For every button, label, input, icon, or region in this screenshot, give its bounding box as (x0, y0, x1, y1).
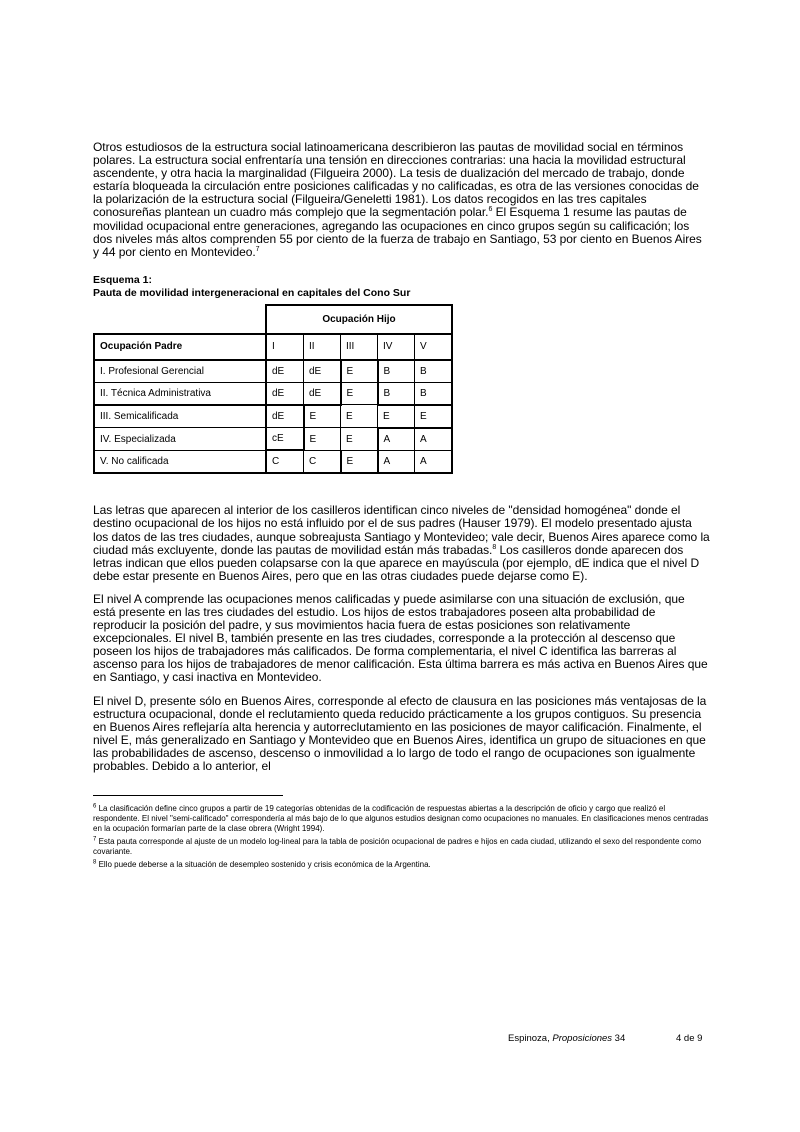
paragraph-polar-structure (93, 141, 710, 259)
row-label: IV. Especializada (94, 428, 266, 451)
table-cell: dE (304, 382, 341, 405)
footnote-ref-6[interactable]: 6 (488, 206, 493, 214)
paragraph-density-levels (93, 504, 710, 583)
mobility-scheme-table (93, 304, 453, 475)
table-cell: B (378, 382, 415, 405)
table-cell: cE (266, 428, 304, 451)
table-row (94, 450, 452, 473)
scheme-title: Pauta de movilidad intergeneracional en capitales del Cono Sur (93, 286, 411, 299)
column-header: II (304, 334, 341, 360)
row-label: III. Semicalificada (94, 405, 266, 428)
table-cell: dE (304, 360, 341, 383)
table-cell: A (378, 450, 415, 473)
table-cell: E (341, 382, 378, 405)
table-cell: dE (266, 382, 304, 405)
footnote-7 (93, 837, 710, 857)
column-header: I (266, 334, 304, 360)
paragraph-text: Otros estudiosos de la estructura social latinoamericana describieron las pautas de movilidad social en términos polares. La estructura social enfrentaría una tensión en direcciones contrarias: una hacia la movilidad estructural ascendente, y otra hacia la marginalidad (Filgueira 2000). La tesis de dualización del mercado de trabajo, donde estaría bloqueada la circulación entre posiciones calificadas y no calificadas, es otra de las versiones conocidas de la polarización de la estructura social (Filgueira/Geneletti 1981). Los datos recogidos en las tres capitales conosureñas plantean un cuadro más complejo que la segmentación polar. (93, 140, 699, 220)
table-cell: dE (266, 360, 304, 383)
table-cell: E (341, 360, 378, 383)
footer-issue: 34 (612, 1033, 626, 1044)
table-cell: E (341, 428, 378, 451)
paragraph-level-a: El nivel A comprende las ocupaciones menos calificadas y puede asimilarse con una situación de exclusión, que está presente en las tres ciudades del estudio. Los hijos de estos trabajadores poseen alta probabilidad de reproducir la posición del padre, y sus movimientos hacia fuera de estas posiciones son relativamente excepcionales. El nivel B, también presente en las tres ciudades, corresponde a la protección al descenso que poseen los hijos de trabajadores más calificados. De forma complementaria, el nivel C identifica las barreras al ascenso para los hijos de trabajadores de menor calificación. Esta última barrera es más activa en Buenos Aires que en Santiago, y casi inactiva en Montevideo. (93, 591, 708, 685)
footer-journal: Proposiciones (552, 1033, 613, 1044)
table-cell: B (378, 360, 415, 383)
table-cell: B (415, 382, 453, 405)
footnote-number: 7 (93, 836, 97, 843)
document-page (93, 141, 710, 873)
footnote-number: 8 (93, 859, 97, 866)
table-corner (94, 305, 266, 334)
column-header: III (341, 334, 378, 360)
row-label: II. Técnica Administrativa (94, 382, 266, 405)
table-cell: E (341, 405, 378, 428)
table-cell: A (415, 450, 453, 473)
header-father-occupation: Ocupación Padre (94, 334, 266, 360)
table-cell: E (341, 450, 378, 473)
footnote-ref-7[interactable]: 7 (255, 245, 260, 253)
table-cell: E (304, 405, 341, 428)
footnote-8 (93, 860, 710, 870)
footnote-6 (93, 804, 710, 834)
table-row (94, 360, 452, 383)
paragraph-text: Las letras que aparecen al interior de los casilleros identifican cinco niveles de "densidad homogénea" donde el destino ocupacional de los hijos no está influido por el de sus padres (Hauser 1979). El modelo presentado ajusta los datos de las tres ciudades, aunque sobreajusta Santiago y Montevideo; vale decir, Buenos Aires aparece como la ciudad más excluyente, donde las pautas de movilidad están más trabadas. (93, 503, 710, 557)
table-cell: A (378, 428, 415, 451)
row-label: I. Profesional Gerencial (94, 360, 266, 383)
table-cell: E (304, 428, 341, 451)
table-cell: E (415, 405, 453, 428)
footnote-number: 6 (93, 803, 97, 810)
table-cell: C (266, 450, 304, 473)
footnote-text: La clasificación define cinco grupos a partir de 19 categorías obtenidas de la codificación de respuestas abiertas a la descripción de oficio y cargo que realizó el respondente. El nivel "semi-calificado" correspondería al más bajo de lo que algunos estudios designan como ocupaciones no manuales. En clasificaciones menos centradas en la ocupación formarían parte de la clase obrera (Wright 1994). (93, 804, 709, 834)
column-header: V (415, 334, 453, 360)
page-number: 4 de 9 (676, 1033, 703, 1044)
table-row (94, 382, 452, 405)
column-header: IV (378, 334, 415, 360)
table-cell: C (304, 450, 341, 473)
footnote-text: Ello puede deberse a la situación de desempleo sostenido y crisis económica de la Argentina. (98, 860, 431, 870)
footnote-text: Esta pauta corresponde al ajuste de un modelo log-lineal para la tabla de posición ocupacional de padres e hijos en cada ciudad, utilizando el sexo del respondente como covariante. (93, 837, 702, 857)
paragraph-level-d: El nivel D, presente sólo en Buenos Aires, corresponde al efecto de clausura en las posiciones más ventajosas de la estructura ocupacional, donde el reclutamiento queda reducido prácticamente a los grupos contiguos. Su presencia en Buenos Aires reflejaría alta herencia y autorreclutamiento en las posiciones de mayor calificación. Finalmente, el nivel E, más generalizado en Santiago y Montevideo que en Buenos Aires, identifica un grupo de situaciones en que las probabilidades de ascenso, descenso o inmovilidad a lo largo de todo el rango de ocupaciones son igualmente probables. Debido a lo anterior, el (93, 693, 707, 774)
scheme-label: Esquema 1: (93, 273, 152, 286)
table-row (94, 428, 452, 451)
scheme-caption (93, 274, 710, 300)
paragraph-text: El Esquema 1 resume las pautas de movilidad ocupacional entre generaciones, agregando las ocupaciones en cinco grupos según su calificación; los dos niveles más altos comprenden 55 por ciento de la fuerza de trabajo en Santiago, 53 por ciento en Buenos Aires y 44 por ciento en Montevideo. (93, 205, 702, 259)
table-cell: A (415, 428, 453, 451)
footer-author: Espinoza, (508, 1033, 553, 1044)
table-cell: B (415, 360, 453, 383)
table-cell: dE (266, 405, 304, 428)
paragraph-text: Los casilleros donde aparecen dos letras indican que ellos pueden colapsarse con la que aparece en mayúscula (por ejemplo, dE indica que el nivel D debe estar presente en Buenos Aires, pero que en las otras ciudades puede dejarse como E). (93, 542, 700, 583)
table-row (94, 405, 452, 428)
page-footer (508, 1033, 703, 1044)
footnote-ref-8[interactable]: 8 (492, 543, 497, 551)
row-label: V. No calificada (94, 450, 266, 473)
footnote-divider (93, 795, 283, 796)
table-cell: E (378, 405, 415, 428)
header-son-occupation: Ocupación Hijo (266, 305, 452, 334)
